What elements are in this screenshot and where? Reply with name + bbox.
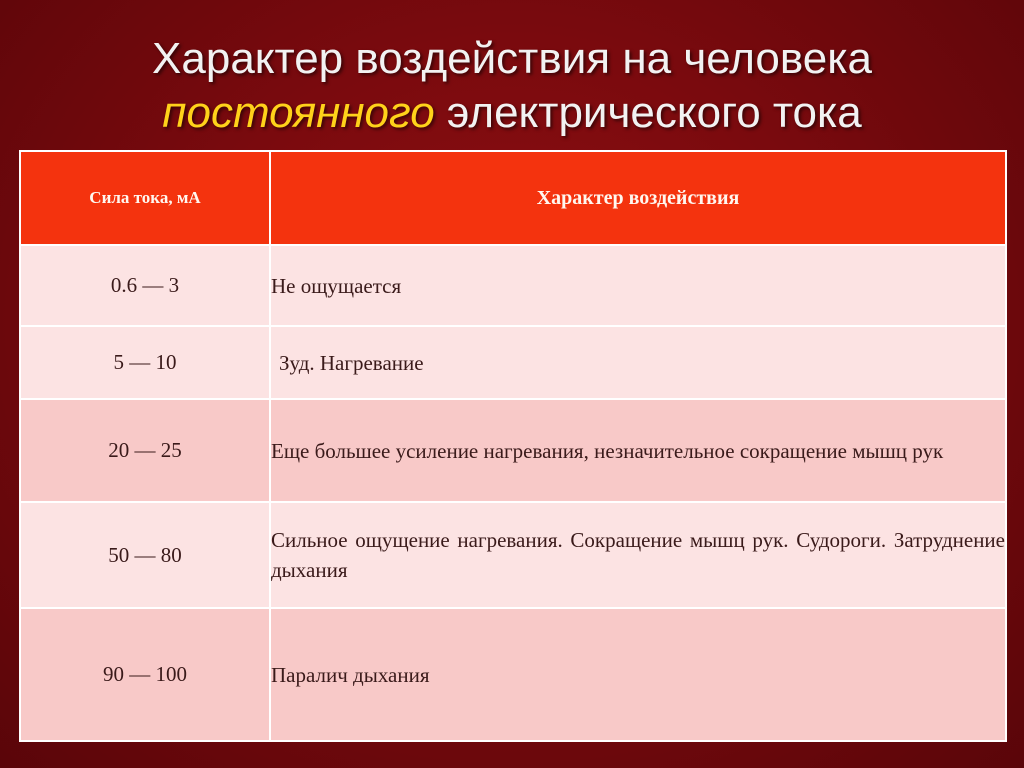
current-cell: 50 — 80	[20, 502, 270, 608]
table-row	[20, 245, 1006, 326]
effect-cell: Еще большее усиление нагревания, незначительное сокращение мышц рук	[270, 399, 1006, 502]
table-row	[20, 326, 1006, 399]
title-line-2-rest: электрического тока	[434, 88, 862, 137]
current-cell: 0.6 — 3	[20, 245, 270, 326]
effect-cell: Паралич дыхания	[270, 608, 1006, 741]
current-cell: 90 — 100	[20, 608, 270, 741]
table-row	[20, 502, 1006, 608]
effect-cell: Не ощущается	[270, 245, 1006, 326]
table-row	[20, 608, 1006, 741]
current-cell: 20 — 25	[20, 399, 270, 502]
table-row	[20, 399, 1006, 502]
header-effect: Характер воздействия	[270, 151, 1006, 245]
current-cell: 5 — 10	[20, 326, 270, 399]
effect-cell: Зуд. Нагревание	[270, 326, 1006, 399]
slide-title	[40, 32, 984, 140]
title-line-2	[40, 86, 984, 140]
effect-cell: Сильное ощущение нагревания. Сокращение мышц рук. Судороги. Затруднение дыхания	[270, 502, 1006, 608]
title-line-1: Характер воздействия на человека	[152, 34, 872, 83]
current-effects-table	[19, 150, 1007, 742]
title-highlight: постоянного	[162, 88, 435, 137]
header-current: Сила тока, мА	[20, 151, 270, 245]
table-header-row	[20, 151, 1006, 245]
